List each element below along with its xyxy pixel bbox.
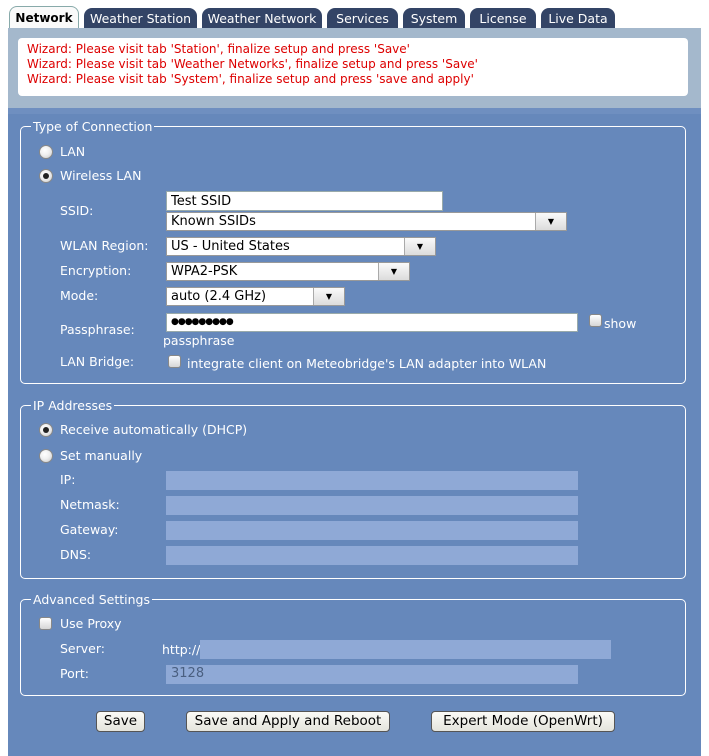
tab-network[interactable]: Network — [9, 6, 79, 30]
lan-label: LAN — [60, 144, 86, 159]
wizard-area — [8, 28, 701, 108]
connection-legend: Type of Connection — [33, 119, 153, 134]
encryption-select[interactable] — [166, 262, 410, 281]
wlan-region-select[interactable] — [166, 237, 436, 256]
mode-select[interactable] — [166, 287, 345, 306]
show-passphrase-label-cont: passphrase — [163, 333, 235, 348]
server-prefix: http:// — [162, 642, 201, 657]
netmask-input[interactable] — [166, 496, 578, 515]
wireless-lan-label: Wireless LAN — [60, 168, 142, 183]
show-passphrase-label: show — [604, 316, 637, 331]
ssid-input[interactable] — [166, 191, 443, 211]
tab-services[interactable]: Services — [327, 8, 398, 28]
passphrase-input[interactable]: ●●●●●●●●● — [166, 313, 578, 332]
tab-weather-network[interactable]: Weather Network — [202, 8, 322, 28]
wireless-lan-radio[interactable] — [39, 169, 53, 183]
dhcp-label: Receive automatically (DHCP) — [60, 422, 248, 437]
chevron-down-icon: ▼ — [313, 288, 344, 305]
set-manually-radio[interactable] — [39, 449, 53, 463]
tab-weather-station[interactable]: Weather Station — [84, 8, 197, 28]
divider — [8, 108, 701, 114]
tab-bar — [0, 0, 709, 28]
mode-value: auto (2.4 GHz) — [171, 289, 267, 304]
advanced-legend: Advanced Settings — [33, 592, 150, 607]
network-panel — [8, 28, 701, 756]
show-passphrase-checkbox[interactable] — [589, 314, 602, 327]
wizard-messages — [18, 38, 688, 96]
chevron-down-icon: ▼ — [535, 213, 566, 230]
ip-label: IP: — [60, 472, 76, 487]
wizard-message: Wizard: Please visit tab 'Weather Networks', finalize setup and press 'Save' — [27, 57, 478, 71]
lan-bridge-label: LAN Bridge: — [60, 354, 135, 369]
chevron-down-icon: ▼ — [404, 238, 435, 255]
tab-license[interactable]: License — [470, 8, 536, 28]
lan-radio[interactable] — [39, 145, 53, 159]
encryption-value: WPA2-PSK — [171, 264, 238, 279]
lan-bridge-text: integrate client on Meteobridge's LAN adapter into WLAN — [187, 356, 547, 371]
lan-bridge-checkbox[interactable] — [168, 355, 181, 368]
save-button[interactable]: Save — [96, 711, 145, 732]
ip-legend: IP Addresses — [33, 398, 113, 413]
set-manually-label: Set manually — [60, 448, 143, 463]
wlan-region-label: WLAN Region: — [60, 238, 149, 253]
chevron-down-icon: ▼ — [378, 263, 409, 280]
known-ssids-select[interactable] — [166, 212, 567, 231]
netmask-label: Netmask: — [60, 497, 120, 512]
mode-label: Mode: — [60, 288, 99, 303]
known-ssids-value: Known SSIDs — [171, 214, 256, 229]
dns-label: DNS: — [60, 547, 92, 562]
save-apply-reboot-button[interactable]: Save and Apply and Reboot — [186, 711, 390, 732]
use-proxy-label: Use Proxy — [60, 616, 122, 631]
passphrase-label: Passphrase: — [60, 322, 135, 337]
port-label: Port: — [60, 666, 89, 681]
ssid-label: SSID: — [60, 203, 94, 218]
dhcp-radio[interactable] — [39, 423, 53, 437]
wlan-region-value: US - United States — [171, 239, 290, 254]
proxy-port-input[interactable]: 3128 — [166, 665, 578, 684]
tab-system[interactable]: System — [403, 8, 465, 28]
use-proxy-checkbox[interactable] — [39, 617, 52, 630]
tab-live-data[interactable]: Live Data — [541, 8, 615, 28]
wizard-message: Wizard: Please visit tab 'Station', finalize setup and press 'Save' — [27, 42, 410, 56]
gateway-input[interactable] — [166, 521, 578, 540]
wizard-message: Wizard: Please visit tab 'System', finalize setup and press 'save and apply' — [27, 72, 474, 86]
gateway-label: Gateway: — [60, 522, 119, 537]
encryption-label: Encryption: — [60, 263, 132, 278]
expert-mode-button[interactable]: Expert Mode (OpenWrt) — [431, 711, 615, 732]
ip-input[interactable] — [166, 471, 578, 490]
server-label: Server: — [60, 641, 105, 656]
proxy-server-input[interactable] — [200, 640, 611, 659]
dns-input[interactable] — [166, 546, 578, 565]
